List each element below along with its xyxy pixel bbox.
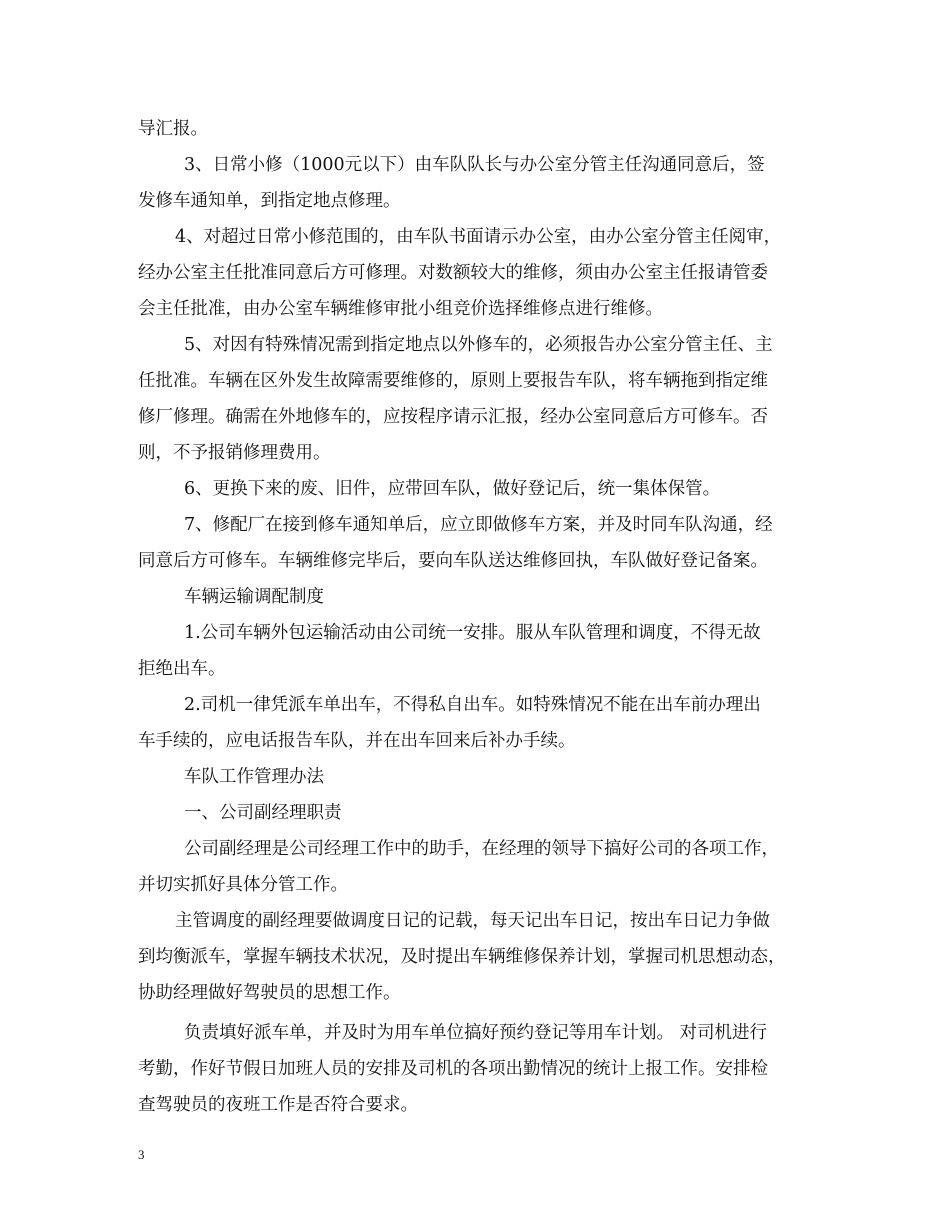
text-line: 任批准。车辆在区外发生故障需要维修的，原则上要报告车队，将车辆拖到指定维 <box>138 371 768 391</box>
text-line: 经办公室主任批准同意后方可修理。对数额较大的维修，须由办公室主任报请管委 <box>138 263 768 283</box>
text-line: 4、对超过日常小修范围的，由车队书面请示办公室，由办公室分管主任阅审， <box>175 227 782 247</box>
text-line: 1.公司车辆外包运输活动由公司统一安排。服从车队管理和调度，不得无故 <box>184 623 761 643</box>
text-line: 3、日常小修（1000元以下）由车队队长与办公室分管主任沟通同意后，签 <box>184 155 765 175</box>
text-line: 协助经理做好驾驶员的思想工作。 <box>138 983 401 1003</box>
page-number: 3 <box>138 1147 145 1162</box>
text-line: 查驾驶员的夜班工作是否符合要求。 <box>138 1095 418 1115</box>
text-line: 则，不予报销修理费用。 <box>138 443 331 463</box>
text-line: 修厂修理。确需在外地修车的，应按程序请示汇报，经办公室同意后方可修车。否 <box>138 407 768 427</box>
text-line: 拒绝出车。 <box>138 659 226 679</box>
subsection-heading: 一、公司副经理职责 <box>184 803 342 823</box>
text-line: 导汇报。 <box>138 119 208 139</box>
text-line: 主管调度的副经理要做调度日记的记载，每天记出车日记，按出车日记力争做 <box>175 911 770 931</box>
text-line: 7、修配厂在接到修车通知单后，应立即做修车方案，并及时同车队沟通，经 <box>184 515 773 535</box>
text-line: 同意后方可修车。车辆维修完毕后，要向车队送达维修回执，车队做好登记备案。 <box>138 551 768 571</box>
text-line: 车手续的，应电话报告车队，并在出车回来后补办手续。 <box>138 731 576 751</box>
section-heading: 车队工作管理办法 <box>184 767 324 787</box>
text-line: 2.司机一律凭派车单出车，不得私自出车。如特殊情况不能在出车前办理出 <box>184 695 761 715</box>
text-line: 考勤，作好节假日加班人员的安排及司机的各项出勤情况的统计上报工作。安排检 <box>138 1059 768 1079</box>
text-line: 发修车通知单，到指定地点修理。 <box>138 191 401 211</box>
text-line: 到均衡派车，掌握车辆技术状况，及时提出车辆维修保养计划，掌握司机思想动态， <box>138 947 786 967</box>
text-line: 并切实抓好具体分管工作。 <box>138 875 348 895</box>
text-line: 负责填好派车单，并及时为用车单位搞好预约登记等用车计划。 对司机进行 <box>184 1023 768 1043</box>
text-line: 5、对因有特殊情况需到指定地点以外修车的，必须报告办公室分管主任、主 <box>184 335 773 355</box>
section-heading: 车辆运输调配制度 <box>184 587 324 607</box>
text-line: 公司副经理是公司经理工作中的助手，在经理的领导下搞好公司的各项工作， <box>184 839 779 859</box>
text-line: 会主任批准，由办公室车辆维修审批小组竞价选择维修点进行维修。 <box>138 299 663 319</box>
text-line: 6、更换下来的废、旧件，应带回车队，做好登记后，统一集体保管。 <box>184 479 721 499</box>
